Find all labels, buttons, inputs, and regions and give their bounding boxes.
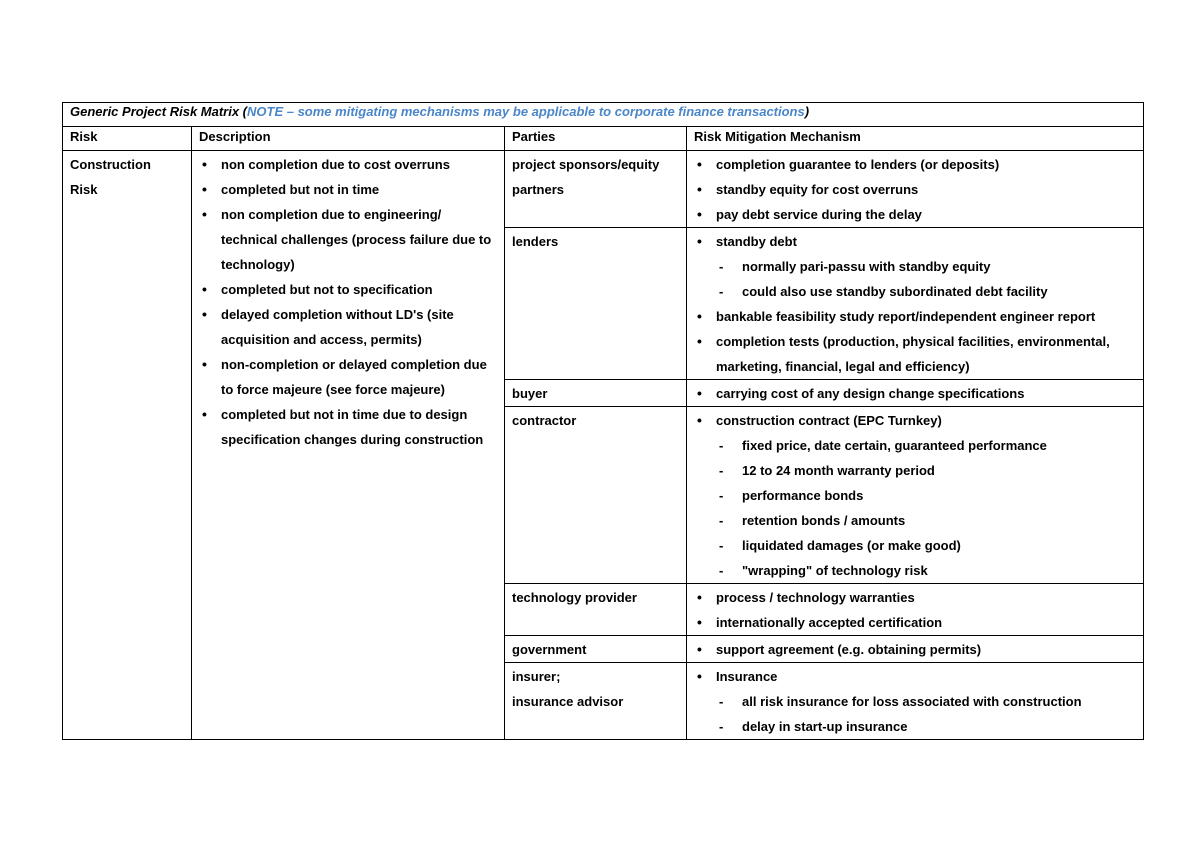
- sub-list-item: - delay in start-up insurance: [716, 714, 1137, 739]
- party-technology-provider: technology provider: [505, 584, 687, 636]
- description-list: [199, 152, 498, 452]
- list-item: • bankable feasibility study report/independent engineer report: [694, 304, 1137, 329]
- mitigation-sponsors: [687, 151, 1144, 228]
- insurance-label: Insurance: [716, 669, 778, 684]
- sub-list: [716, 254, 1137, 304]
- mitigation-list: [694, 381, 1137, 406]
- list-item: • non completion due to cost overruns: [199, 152, 498, 177]
- caption-title: Generic Project Risk Matrix (: [70, 104, 248, 119]
- party-government: government: [505, 636, 687, 663]
- sub-list-item: - all risk insurance for loss associated with construction: [716, 689, 1137, 714]
- sub-list-item: - fixed price, date certain, guaranteed performance: [716, 433, 1137, 458]
- list-item: • support agreement (e.g. obtaining permits): [694, 637, 1137, 662]
- table-row: [63, 151, 1144, 228]
- sub-list-item: - 12 to 24 month warranty period: [716, 458, 1137, 483]
- list-item: • completion tests (production, physical facilities, environmental, marketing, financial, legal and efficiency): [694, 329, 1137, 379]
- risk-cell: [63, 151, 192, 740]
- list-item: • completed but not in time due to design specification changes during construction: [199, 402, 498, 452]
- party-insurer-line1: insurer;: [512, 669, 561, 684]
- mitigation-lenders: [687, 228, 1144, 380]
- standby-debt-label: standby debt: [716, 234, 797, 249]
- header-mitigation: Risk Mitigation Mechanism: [687, 127, 1144, 151]
- party-buyer: buyer: [505, 380, 687, 407]
- list-item: [694, 177, 1137, 202]
- list-item: • pay debt service during the delay: [694, 202, 1137, 227]
- list-item: • completed but not to specification: [199, 277, 498, 302]
- sub-list-item: - "wrapping" of technology risk: [716, 558, 1137, 583]
- list-item: • non completion due to engineering/ technical challenges (process failure due to technology): [199, 202, 498, 277]
- header-risk: Risk: [63, 127, 192, 151]
- sub-list-item: - could also use standby subordinated debt facility: [716, 279, 1137, 304]
- header-row: [63, 127, 1144, 151]
- list-item: • process / technology warranties: [694, 585, 1137, 610]
- list-item: • internationally accepted certification: [694, 610, 1137, 635]
- mitigation-list: [694, 637, 1137, 662]
- mitigation-list: [694, 229, 1137, 379]
- risk-name-line2: Risk: [70, 182, 98, 197]
- party-lenders: lenders: [505, 228, 687, 380]
- epc-contract-label: construction contract (EPC Turnkey): [716, 413, 942, 428]
- party-sponsors: project sponsors/equity partners: [505, 151, 687, 228]
- sub-list-item: - liquidated damages (or make good): [716, 533, 1137, 558]
- sub-list: [716, 433, 1137, 583]
- mitigation-list: [694, 152, 1137, 227]
- risk-matrix-table: [62, 102, 1144, 740]
- party-contractor: contractor: [505, 407, 687, 584]
- mitigation-buyer: [687, 380, 1144, 407]
- standby-equity-label: standby equity: [716, 182, 808, 197]
- standby-equity-rest: for cost overruns: [807, 182, 919, 197]
- sub-list-item: - normally pari-passu with standby equity: [716, 254, 1137, 279]
- header-parties: Parties: [505, 127, 687, 151]
- list-item: [694, 408, 1137, 583]
- caption-close: ): [804, 104, 810, 119]
- caption-note: NOTE – some mitigating mechanisms may be applicable to corporate finance transactions: [247, 104, 805, 119]
- sub-list-item: - retention bonds / amounts: [716, 508, 1137, 533]
- party-insurer-line2: insurance advisor: [512, 694, 624, 709]
- list-item: • carrying cost of any design change specifications: [694, 381, 1137, 406]
- table-caption: [63, 103, 1144, 127]
- mitigation-list: [694, 585, 1137, 635]
- mitigation-list: [694, 664, 1137, 739]
- party-insurer: [505, 663, 687, 740]
- mitigation-contractor: [687, 407, 1144, 584]
- mitigation-list: [694, 408, 1137, 583]
- mitigation-insurer: [687, 663, 1144, 740]
- caption-row: [63, 103, 1144, 127]
- list-item: [694, 664, 1137, 739]
- list-item: • non-completion or delayed completion due to force majeure (see force majeure): [199, 352, 498, 402]
- risk-name-line1: Construction: [70, 157, 151, 172]
- header-description: Description: [192, 127, 505, 151]
- list-item: • completed but not in time: [199, 177, 498, 202]
- description-cell: [192, 151, 505, 740]
- list-item: • completion guarantee to lenders (or deposits): [694, 152, 1137, 177]
- sub-list: [716, 689, 1137, 739]
- mitigation-government: [687, 636, 1144, 663]
- mitigation-technology-provider: [687, 584, 1144, 636]
- sub-list-item: - performance bonds: [716, 483, 1137, 508]
- list-item: [694, 229, 1137, 304]
- list-item: • delayed completion without LD's (site acquisition and access, permits): [199, 302, 498, 352]
